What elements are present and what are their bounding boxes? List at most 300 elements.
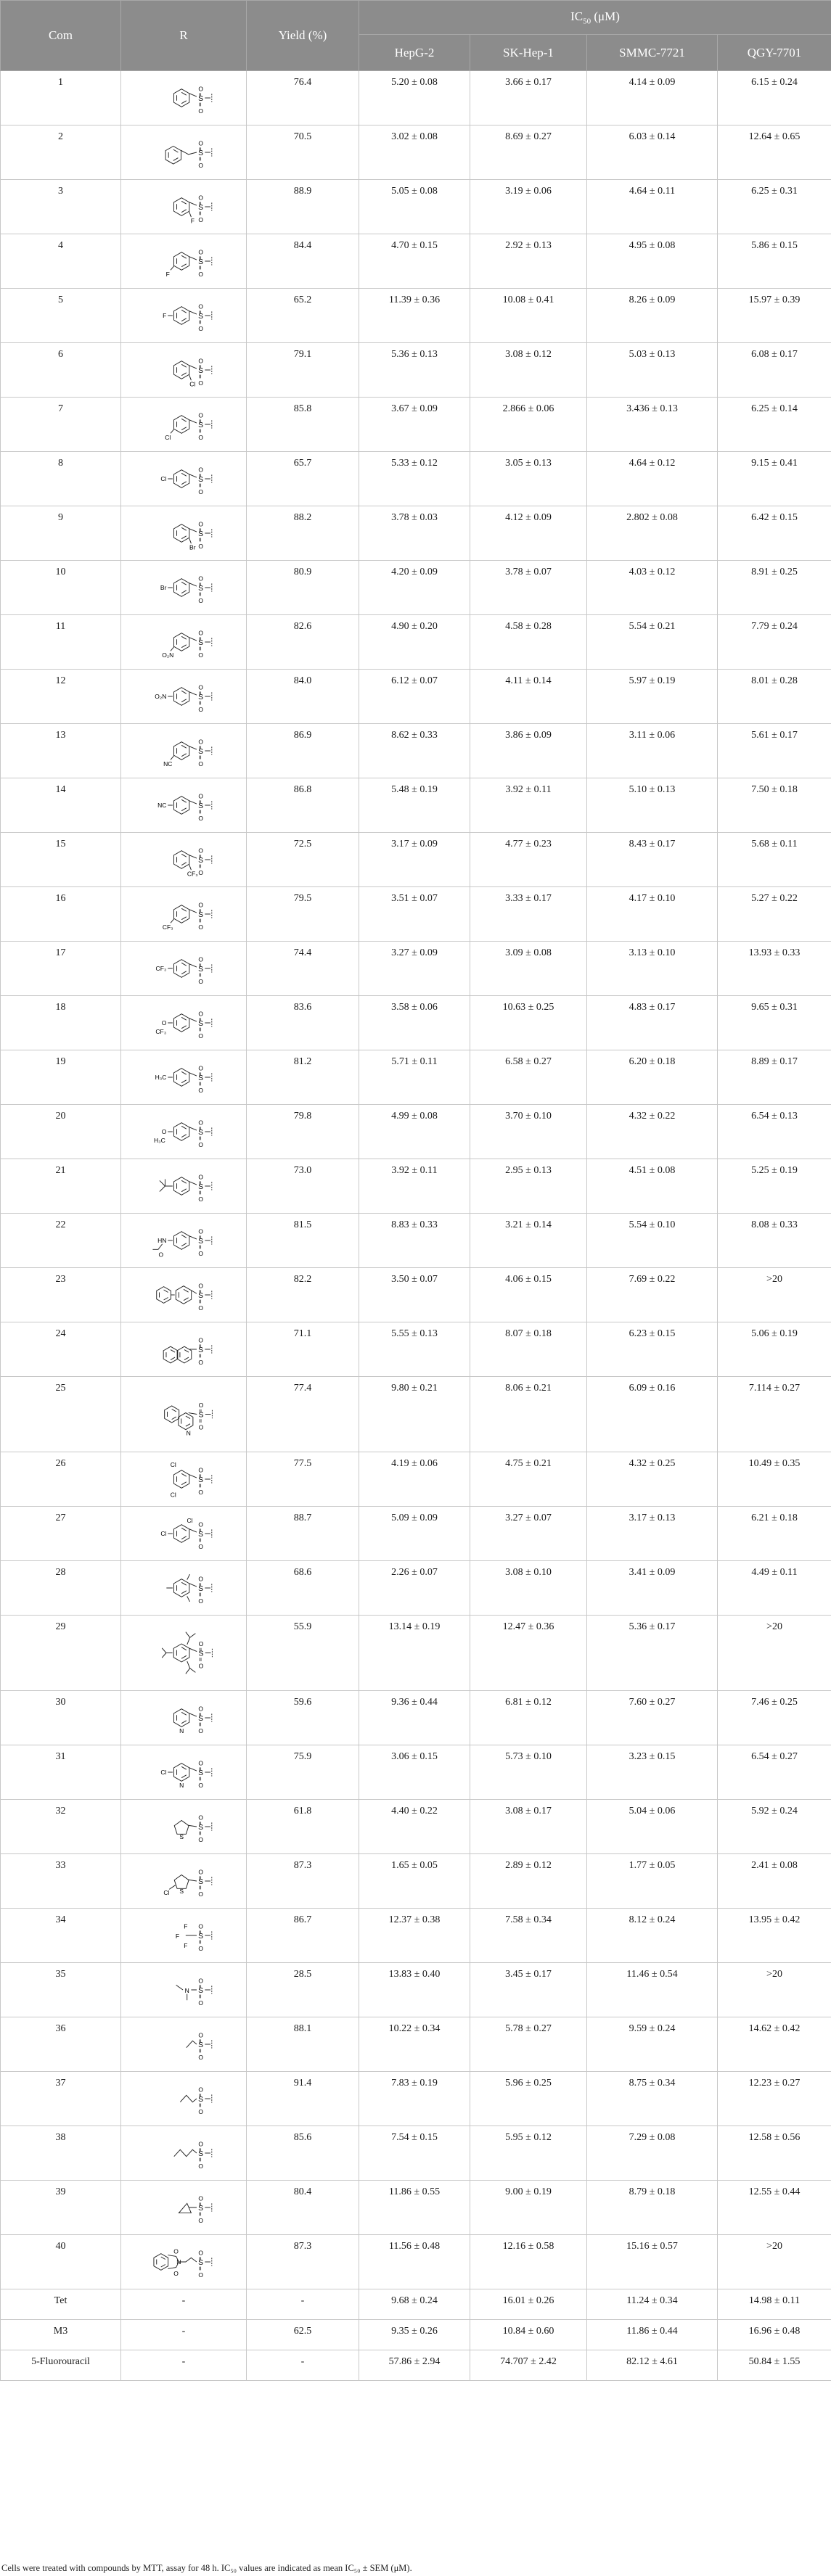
header-ic50-prefix: IC [570,9,584,23]
svg-text:Cl: Cl [189,380,196,388]
cell-yield: 82.2 [247,1268,359,1322]
structure-6-chloropyridine-3-sulfonyl [144,1747,224,1798]
cell-smmc7721: 11.46 ± 0.54 [587,1963,718,2017]
cell-qgy7701: 7.46 ± 0.25 [718,1691,831,1745]
cell-compound: 21 [1,1159,121,1214]
cell-skhep1: 3.66 ± 0.17 [470,71,587,125]
cell-skhep1: 5.96 ± 0.25 [470,2072,587,2126]
table-row [1,1377,831,1452]
svg-text:S: S [198,1530,204,1539]
table-row [1,2350,831,2381]
cell-skhep1: 3.08 ± 0.12 [470,343,587,398]
table-row [1,1561,831,1616]
cell-smmc7721: 8.12 ± 0.24 [587,1909,718,1963]
cell-skhep1: 4.77 ± 0.23 [470,833,587,887]
svg-text:S: S [198,421,204,429]
cell-smmc7721: 3.11 ± 0.06 [587,724,718,778]
svg-text:O: O [198,1922,203,1930]
structure-thiophene-2-sulfonyl [144,1801,224,1852]
svg-text:O: O [198,248,203,256]
cell-qgy7701: 6.42 ± 0.15 [718,506,831,561]
cell-compound: 20 [1,1105,121,1159]
cell-yield: 91.4 [247,2072,359,2126]
cell-skhep1: 8.07 ± 0.18 [470,1322,587,1377]
cell-r-group [121,1616,247,1691]
cell-skhep1: 8.06 ± 0.21 [470,1377,587,1452]
svg-text:O: O [198,194,203,202]
svg-text:O: O [198,629,203,637]
svg-text:O: O [198,1304,203,1312]
table-row [1,2289,831,2320]
cell-r-group [121,180,247,234]
cell-yield: 77.4 [247,1377,359,1452]
table-row [1,561,831,615]
cell-r-group [121,452,247,506]
cell-smmc7721: 5.54 ± 0.10 [587,1214,718,1268]
svg-text:Cl: Cl [187,1516,193,1524]
svg-text:O: O [198,1575,203,1583]
table-row [1,1507,831,1561]
cell-skhep1: 3.33 ± 0.17 [470,887,587,942]
svg-text:S: S [198,2204,204,2213]
svg-text:O: O [198,520,203,528]
cell-compound: 28 [1,1561,121,1616]
cell-compound: 33 [1,1854,121,1909]
cell-skhep1: 7.58 ± 0.34 [470,1909,587,1963]
svg-text:O: O [198,1010,203,1018]
svg-text:O: O [198,1032,203,1040]
cell-qgy7701: 8.01 ± 0.28 [718,670,831,724]
structure-dimethylsulfamoyl [144,1964,224,2015]
svg-text:O: O [198,1358,203,1366]
header-ic50-sub: 50 [583,17,591,26]
cell-qgy7701: 4.49 ± 0.11 [718,1561,831,1616]
svg-text:O: O [198,1868,203,1876]
cell-compound: 6 [1,343,121,398]
cell-skhep1: 2.95 ± 0.13 [470,1159,587,1214]
cell-smmc7721: 5.04 ± 0.06 [587,1800,718,1854]
cell-smmc7721: 8.79 ± 0.18 [587,2181,718,2235]
cell-skhep1: 4.06 ± 0.15 [470,1268,587,1322]
cell-compound: 36 [1,2017,121,2072]
cell-compound: 30 [1,1691,121,1745]
cell-compound: 5-Fluorouracil [1,2350,121,2381]
cell-yield: 88.7 [247,1507,359,1561]
cell-hepg2: 11.39 ± 0.36 [359,289,470,343]
table-row [1,2017,831,2072]
cell-compound: 4 [1,234,121,289]
cell-yield: 65.7 [247,452,359,506]
svg-text:S: S [179,1833,184,1841]
svg-text:O: O [198,814,203,822]
table-row [1,1214,831,1268]
svg-text:S: S [198,1584,204,1593]
cell-compound: 16 [1,887,121,942]
cell-hepg2: 4.19 ± 0.06 [359,1452,470,1507]
cell-skhep1: 3.45 ± 0.17 [470,1963,587,2017]
svg-text:O: O [198,303,203,310]
cell-hepg2: 5.09 ± 0.09 [359,1507,470,1561]
structure-4-chlorophenylsulfonyl [144,453,224,504]
svg-text:Cl: Cl [160,474,167,482]
svg-text:O: O [198,1662,204,1670]
cell-smmc7721: 4.83 ± 0.17 [587,996,718,1050]
cell-qgy7701: 6.54 ± 0.27 [718,1745,831,1800]
table-row [1,125,831,180]
svg-text:O: O [198,792,203,800]
svg-text:O: O [198,2162,203,2170]
cell-r-group: - [121,2350,247,2381]
svg-text:O: O [198,466,203,474]
svg-text:H₃C: H₃C [154,1137,165,1145]
header-yield: Yield (%) [247,1,359,71]
cell-skhep1: 2.92 ± 0.13 [470,234,587,289]
cell-yield: 75.9 [247,1745,359,1800]
cell-skhep1: 9.00 ± 0.19 [470,2181,587,2235]
cell-qgy7701: 5.86 ± 0.15 [718,234,831,289]
cell-qgy7701: 6.21 ± 0.18 [718,1507,831,1561]
structure-quinoline-8-sulfonyl [144,1378,224,1450]
cell-compound: 1 [1,71,121,125]
cell-r-group [121,1159,247,1214]
svg-text:F: F [184,1922,188,1930]
cell-yield: 28.5 [247,1963,359,2017]
svg-text:O₂N: O₂N [162,651,174,659]
cell-skhep1: 6.81 ± 0.12 [470,1691,587,1745]
cell-r-group [121,1963,247,2017]
cell-skhep1: 5.73 ± 0.10 [470,1745,587,1800]
cell-skhep1: 3.08 ± 0.10 [470,1561,587,1616]
cell-yield: 59.6 [247,1691,359,1745]
svg-text:O: O [198,1195,203,1203]
cell-yield: 86.9 [247,724,359,778]
svg-text:O: O [198,1086,203,1094]
svg-text:S: S [179,1888,184,1896]
table-row [1,942,831,996]
cell-yield: 68.6 [247,1561,359,1616]
cell-smmc7721: 4.32 ± 0.25 [587,1452,718,1507]
cell-smmc7721: 1.77 ± 0.05 [587,1854,718,1909]
cell-qgy7701: 5.25 ± 0.19 [718,1159,831,1214]
cell-hepg2: 3.67 ± 0.09 [359,398,470,452]
cell-smmc7721: 8.26 ± 0.09 [587,289,718,343]
cell-yield: 70.5 [247,125,359,180]
structure-3-trifluoromethylphenylsulfonyl [144,889,224,939]
svg-text:O: O [198,1336,203,1344]
cell-qgy7701: 13.93 ± 0.33 [718,942,831,996]
svg-text:O: O [198,433,203,441]
structure-4-fluorophenylsulfonyl [144,290,224,341]
svg-text:CF₃: CF₃ [155,964,167,972]
svg-text:O: O [198,596,203,604]
svg-text:O: O [198,357,203,365]
svg-text:Br: Br [189,543,196,551]
cell-hepg2: 13.83 ± 0.40 [359,1963,470,2017]
svg-text:O: O [198,270,203,278]
svg-text:Cl: Cl [170,1460,176,1468]
cell-smmc7721: 3.13 ± 0.10 [587,942,718,996]
cell-yield: 55.9 [247,1616,359,1691]
cell-smmc7721: 8.43 ± 0.17 [587,833,718,887]
cell-qgy7701: >20 [718,2235,831,2289]
cell-qgy7701: 6.54 ± 0.13 [718,1105,831,1159]
cell-smmc7721: 82.12 ± 4.61 [587,2350,718,2381]
cell-compound: 26 [1,1452,121,1507]
cell-hepg2: 3.27 ± 0.09 [359,942,470,996]
structure-pyridine-3-sulfonyl [144,1692,224,1743]
cell-skhep1: 4.12 ± 0.09 [470,506,587,561]
svg-text:S: S [198,1346,204,1354]
structure-phenylsulfonyl [144,73,224,123]
svg-text:O: O [198,1119,203,1127]
header-smmc7721: SMMC-7721 [587,35,718,71]
cell-compound: 38 [1,2126,121,2181]
svg-text:HN: HN [157,1236,167,1244]
cell-hepg2: 5.55 ± 0.13 [359,1322,470,1377]
svg-text:O: O [161,1019,167,1026]
cell-smmc7721: 8.75 ± 0.34 [587,2072,718,2126]
cell-compound: 11 [1,615,121,670]
table-row [1,996,831,1050]
cell-smmc7721: 3.436 ± 0.13 [587,398,718,452]
svg-text:O: O [198,1890,203,1898]
cell-r-group [121,1507,247,1561]
cell-compound: 23 [1,1268,121,1322]
cell-yield: 79.1 [247,343,359,398]
svg-text:N: N [179,1727,184,1735]
cell-compound: 17 [1,942,121,996]
cell-qgy7701: >20 [718,1616,831,1691]
table-row [1,234,831,289]
cell-qgy7701: 8.91 ± 0.25 [718,561,831,615]
cell-r-group [121,1322,247,1377]
cell-smmc7721: 4.95 ± 0.08 [587,234,718,289]
cell-qgy7701: 6.25 ± 0.14 [718,398,831,452]
cell-r-group [121,234,247,289]
svg-text:O: O [198,651,203,659]
cell-yield: 62.5 [247,2320,359,2350]
svg-text:O: O [198,542,203,550]
cell-qgy7701: 9.65 ± 0.31 [718,996,831,1050]
cell-smmc7721: 4.03 ± 0.12 [587,561,718,615]
cell-qgy7701: 2.41 ± 0.08 [718,1854,831,1909]
svg-text:O: O [198,2053,203,2061]
cell-hepg2: 8.62 ± 0.33 [359,724,470,778]
cell-r-group [121,343,247,398]
cell-skhep1: 2.866 ± 0.06 [470,398,587,452]
cell-qgy7701: 9.15 ± 0.41 [718,452,831,506]
cell-qgy7701: 14.98 ± 0.11 [718,2289,831,2320]
cell-yield: 86.7 [247,1909,359,1963]
cell-qgy7701: 50.84 ± 1.55 [718,2350,831,2381]
svg-text:O: O [198,85,203,93]
cell-smmc7721: 3.23 ± 0.15 [587,1745,718,1800]
cell-r-group [121,942,247,996]
cell-smmc7721: 2.802 ± 0.08 [587,506,718,561]
cell-smmc7721: 4.32 ± 0.22 [587,1105,718,1159]
svg-text:O: O [198,107,203,115]
cell-yield: 73.0 [247,1159,359,1214]
cell-smmc7721: 4.14 ± 0.09 [587,71,718,125]
cell-smmc7721: 4.17 ± 0.10 [587,887,718,942]
cell-skhep1: 4.11 ± 0.14 [470,670,587,724]
cell-r-group [121,398,247,452]
cell-hepg2: 2.26 ± 0.07 [359,1561,470,1616]
svg-text:S: S [198,693,204,701]
table-row [1,1268,831,1322]
table-row [1,506,831,561]
cell-compound: 31 [1,1745,121,1800]
cell-hepg2: 5.05 ± 0.08 [359,180,470,234]
cell-qgy7701: >20 [718,1268,831,1322]
svg-text:O: O [198,161,203,169]
cell-smmc7721: 5.97 ± 0.19 [587,670,718,724]
table-row [1,615,831,670]
cell-r-group: - [121,2320,247,2350]
cell-r-group [121,1745,247,1800]
cell-smmc7721: 5.36 ± 0.17 [587,1616,718,1691]
svg-text:O: O [158,1251,164,1259]
svg-text:O: O [198,1282,203,1290]
svg-text:F: F [165,270,170,278]
structure-4-trifluoromethylphenylsulfonyl [144,943,224,994]
cell-r-group [121,125,247,180]
table-header [1,1,831,71]
cell-skhep1: 3.08 ± 0.17 [470,1800,587,1854]
cell-r-group [121,778,247,833]
structure-biphenyl-4-sulfonyl [144,1270,224,1320]
cell-yield: 74.4 [247,942,359,996]
cell-r-group [121,724,247,778]
svg-text:O: O [198,487,203,495]
cell-smmc7721: 6.09 ± 0.16 [587,1377,718,1452]
svg-text:S: S [198,2095,204,2104]
svg-text:O: O [198,760,203,768]
svg-text:O: O [173,2247,179,2255]
svg-text:S: S [198,1074,204,1082]
svg-text:CF₃: CF₃ [187,870,198,878]
cell-r-group [121,2126,247,2181]
structure-trifluoromethylsulfonyl [144,1910,224,1961]
svg-text:S: S [198,1932,204,1941]
svg-text:O: O [198,1835,203,1843]
cell-yield: - [247,2350,359,2381]
cell-compound: 8 [1,452,121,506]
structure-ethylsulfonyl [144,2019,224,2070]
svg-text:O: O [198,2249,203,2257]
structure-2,4,6-triisopropylphenylsulfonyl [144,1617,224,1689]
table-row [1,398,831,452]
svg-text:CF₃: CF₃ [162,923,173,931]
table-row [1,2320,831,2350]
table-row [1,1105,831,1159]
cell-hepg2: 3.02 ± 0.08 [359,125,470,180]
cell-r-group [121,506,247,561]
svg-text:O: O [198,1814,203,1822]
structure-3-nitrophenylsulfonyl [144,617,224,667]
svg-text:N: N [176,2258,181,2266]
cell-r-group [121,1050,247,1105]
svg-text:Br: Br [160,583,167,591]
svg-text:O: O [198,738,203,746]
svg-text:S: S [198,1649,204,1658]
svg-text:NC: NC [157,801,167,809]
cell-yield: 87.3 [247,2235,359,2289]
svg-text:S: S [198,530,204,538]
structure-2-fluorophenylsulfonyl [144,181,224,232]
cell-smmc7721: 5.54 ± 0.21 [587,615,718,670]
svg-text:O: O [161,1127,167,1135]
structure-5-chlorothiophene-2-sulfonyl [144,1856,224,1906]
table-row [1,1159,831,1214]
cell-yield: 72.5 [247,833,359,887]
cell-qgy7701: 7.114 ± 0.27 [718,1377,831,1452]
cell-hepg2: 4.90 ± 0.20 [359,615,470,670]
cell-skhep1: 3.21 ± 0.14 [470,1214,587,1268]
cell-qgy7701: 8.08 ± 0.33 [718,1214,831,1268]
svg-text:S: S [198,149,204,157]
structure-cyclopropylsulfonyl [144,2182,224,2233]
cell-compound: 39 [1,2181,121,2235]
cell-yield: 80.9 [247,561,359,615]
cell-r-group [121,615,247,670]
cell-compound: 12 [1,670,121,724]
svg-text:N: N [184,1986,189,1994]
table-row [1,1322,831,1377]
cell-compound: 35 [1,1963,121,2017]
cell-qgy7701: 16.96 ± 0.48 [718,2320,831,2350]
cell-qgy7701: 5.92 ± 0.24 [718,1800,831,1854]
cell-r-group [121,1800,247,1854]
cell-r-group [121,996,247,1050]
table-row [1,452,831,506]
table-row [1,2126,831,2181]
table-body [1,71,831,2381]
structure-2-chlorophenylsulfonyl [144,345,224,395]
svg-text:S: S [198,1769,204,1777]
structure-4-acetamidophenylsulfonyl [144,1215,224,1266]
svg-text:S: S [198,258,204,266]
svg-text:O: O [198,2194,203,2202]
header-qgy7701: QGY-7701 [718,35,831,71]
cell-compound: 25 [1,1377,121,1452]
header-ic50 [359,1,831,35]
cell-hepg2: 1.65 ± 0.05 [359,1854,470,1909]
header-ic50-suffix: (μM) [591,9,620,23]
cell-qgy7701: 15.97 ± 0.39 [718,289,831,343]
svg-text:O: O [198,2031,203,2039]
cell-hepg2: 5.33 ± 0.12 [359,452,470,506]
cell-hepg2: 3.92 ± 0.11 [359,1159,470,1214]
cell-r-group [121,1214,247,1268]
svg-text:S: S [198,1410,204,1420]
svg-text:F: F [163,311,167,319]
cell-r-group: - [121,2289,247,2320]
cell-qgy7701: 5.27 ± 0.22 [718,887,831,942]
svg-text:O: O [198,1542,203,1550]
cell-qgy7701: 5.06 ± 0.19 [718,1322,831,1377]
table-row [1,1452,831,1507]
svg-text:O: O [198,868,203,876]
svg-text:S: S [198,1476,204,1484]
cell-compound: 10 [1,561,121,615]
table-row [1,2235,831,2289]
table-row [1,1909,831,1963]
svg-text:S: S [198,1823,204,1832]
table-row [1,289,831,343]
svg-text:S: S [198,475,204,484]
cell-smmc7721: 7.69 ± 0.22 [587,1268,718,1322]
